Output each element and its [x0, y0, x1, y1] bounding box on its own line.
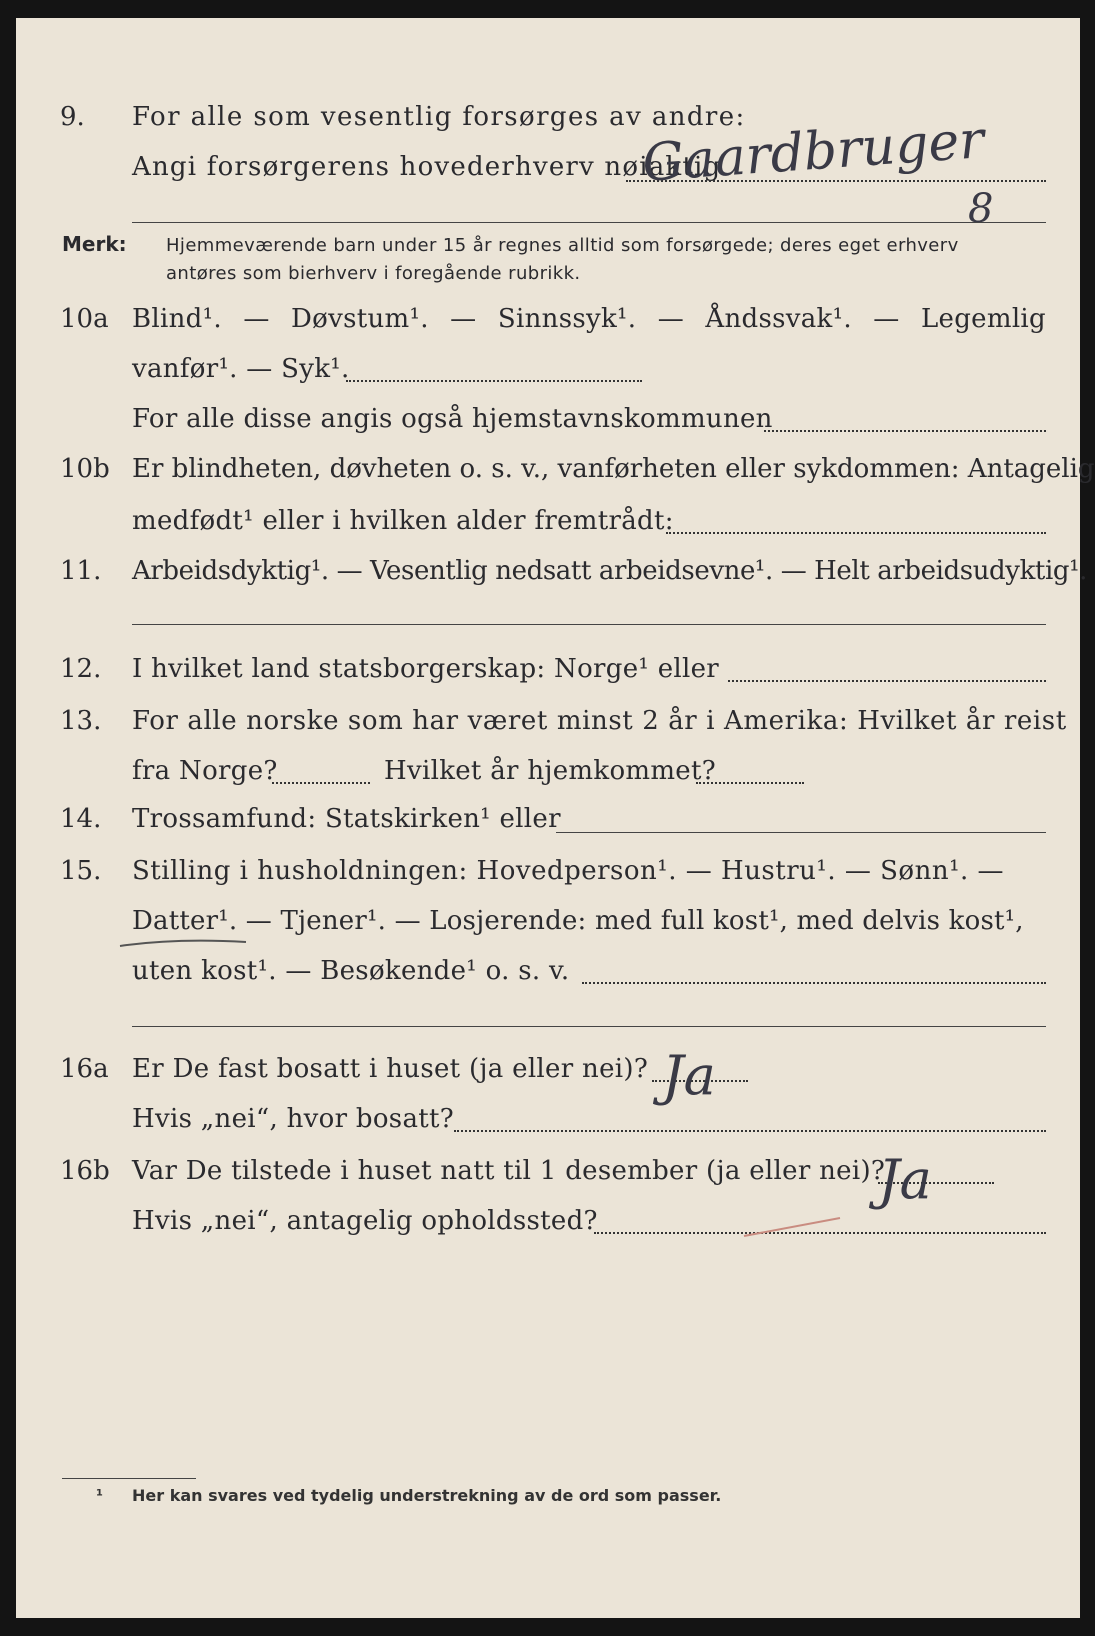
- q9-line1: For alle som vesentlig forsørges av andre:: [132, 102, 746, 132]
- q11-line1: Arbeidsdyktig¹. — Vesentlig nedsatt arbeidsevne¹. — Helt arbeidsudyktig¹.: [132, 556, 1088, 586]
- q16a-bosatt-line: [454, 1130, 1046, 1132]
- footnote-text: Her kan svares ved tydelig understrekning av de ord som passer.: [132, 1486, 722, 1505]
- q12-answer-line: [728, 680, 1046, 682]
- q13-hjemkommet-line: [696, 782, 804, 784]
- q16b-number: 16b: [60, 1156, 110, 1186]
- q9-line2: Angi forsørgerens hovederhverv nøiaktig: [132, 152, 722, 182]
- q11-answer-rule: [132, 624, 1046, 625]
- q9-handwritten-answer: Gaardbruger: [640, 110, 986, 194]
- q16a-line1: Er De fast bosatt i huset (ja eller nei)?: [132, 1054, 649, 1084]
- q16a-line2: Hvis „nei“, hvor bosatt?: [132, 1104, 454, 1134]
- q16a-number: 16a: [60, 1054, 109, 1084]
- footnote-rule: [62, 1478, 196, 1479]
- q10a-opt-dovstum: Døvstum¹.: [291, 304, 429, 334]
- q16b-line1: Var De tilstede i huset natt til 1 desember (ja eller nei)?: [132, 1156, 886, 1186]
- q14-number: 14.: [60, 804, 102, 834]
- merk-line2: antøres som bierhverv i foregående rubrikk.: [166, 263, 581, 284]
- q10a-opt-legemlig: Legemlig: [920, 304, 1046, 334]
- q15-line3: uten kost¹. — Besøkende¹ o. s. v.: [132, 956, 570, 986]
- q13-reist-line: [272, 782, 370, 784]
- q12-number: 12.: [60, 654, 102, 684]
- q15-line1: Stilling i husholdningen: Hovedperson¹. — Hustru¹. — Sønn¹. —: [132, 856, 1005, 886]
- q10a-kommune-line: [764, 430, 1046, 432]
- q10a-dash: —: [243, 304, 270, 334]
- q14-line1: Trossamfund: Statskirken¹ eller: [132, 804, 561, 834]
- merk-line1: Hjemmeværende barn under 15 år regnes alltid som forsørgede; deres eget erhverv: [166, 235, 959, 256]
- q15-line2: Datter¹. — Tjener¹. — Losjerende: med full kost¹, med delvis kost¹,: [132, 906, 1024, 936]
- q10b-answer-line: [666, 532, 1046, 534]
- q10a-dash: —: [450, 304, 477, 334]
- q10b-line1: Er blindheten, døvheten o. s. v., vanførheten eller sykdommen: Antagelig: [132, 454, 1095, 484]
- q11-number: 11.: [60, 556, 102, 586]
- q16b-handwritten-answer: Ja: [878, 1148, 932, 1211]
- footnote-mark: ¹: [96, 1486, 104, 1505]
- q10a-line1: [132, 304, 1046, 334]
- q15-answer-line: [582, 982, 1046, 984]
- q16a-handwritten-answer: Ja: [662, 1044, 716, 1107]
- q14-answer-line: [556, 832, 1046, 833]
- q15-number: 15.: [60, 856, 102, 886]
- q9-number: 9.: [60, 102, 85, 132]
- q10a-dash: —: [873, 304, 900, 334]
- q13-line2b: Hvilket år hjemkommet?: [384, 756, 716, 786]
- q10a-line3: For alle disse angis også hjemstavnskommunen: [132, 404, 773, 434]
- q9-answer-rule: [132, 222, 1046, 223]
- q10b-number: 10b: [60, 454, 110, 484]
- q10a-opt-blind: Blind¹.: [132, 304, 222, 334]
- q15-answer-rule: [132, 1026, 1046, 1027]
- q10a-dash: —: [657, 304, 685, 334]
- q13-line1: For alle norske som har været minst 2 år i Amerika: Hvilket år reist: [132, 706, 1067, 736]
- q10a-line2: vanfør¹. — Syk¹.: [132, 354, 350, 384]
- merk-label: Merk:: [62, 232, 127, 256]
- datter-underline-stroke: [116, 930, 256, 954]
- q13-number: 13.: [60, 706, 102, 736]
- red-pencil-stroke: [740, 1212, 850, 1242]
- q10a-opt-andssvak: Åndssvak¹.: [705, 304, 852, 334]
- q13-line2a: fra Norge?: [132, 756, 278, 786]
- q10a-number: 10a: [60, 304, 109, 334]
- q16b-line2: Hvis „nei“, antagelig opholdssted?: [132, 1206, 598, 1236]
- q12-line1: I hvilket land statsborgerskap: Norge¹ eller: [132, 654, 720, 684]
- q10a-opt-sinnssyk: Sinnssyk¹.: [497, 304, 637, 334]
- q10a-syk-line: [346, 380, 642, 382]
- q10b-line2: medfødt¹ eller i hvilken alder fremtrådt:: [132, 506, 674, 536]
- q9-handwritten-mark: 8: [968, 186, 994, 232]
- census-form-page: [16, 18, 1095, 1618]
